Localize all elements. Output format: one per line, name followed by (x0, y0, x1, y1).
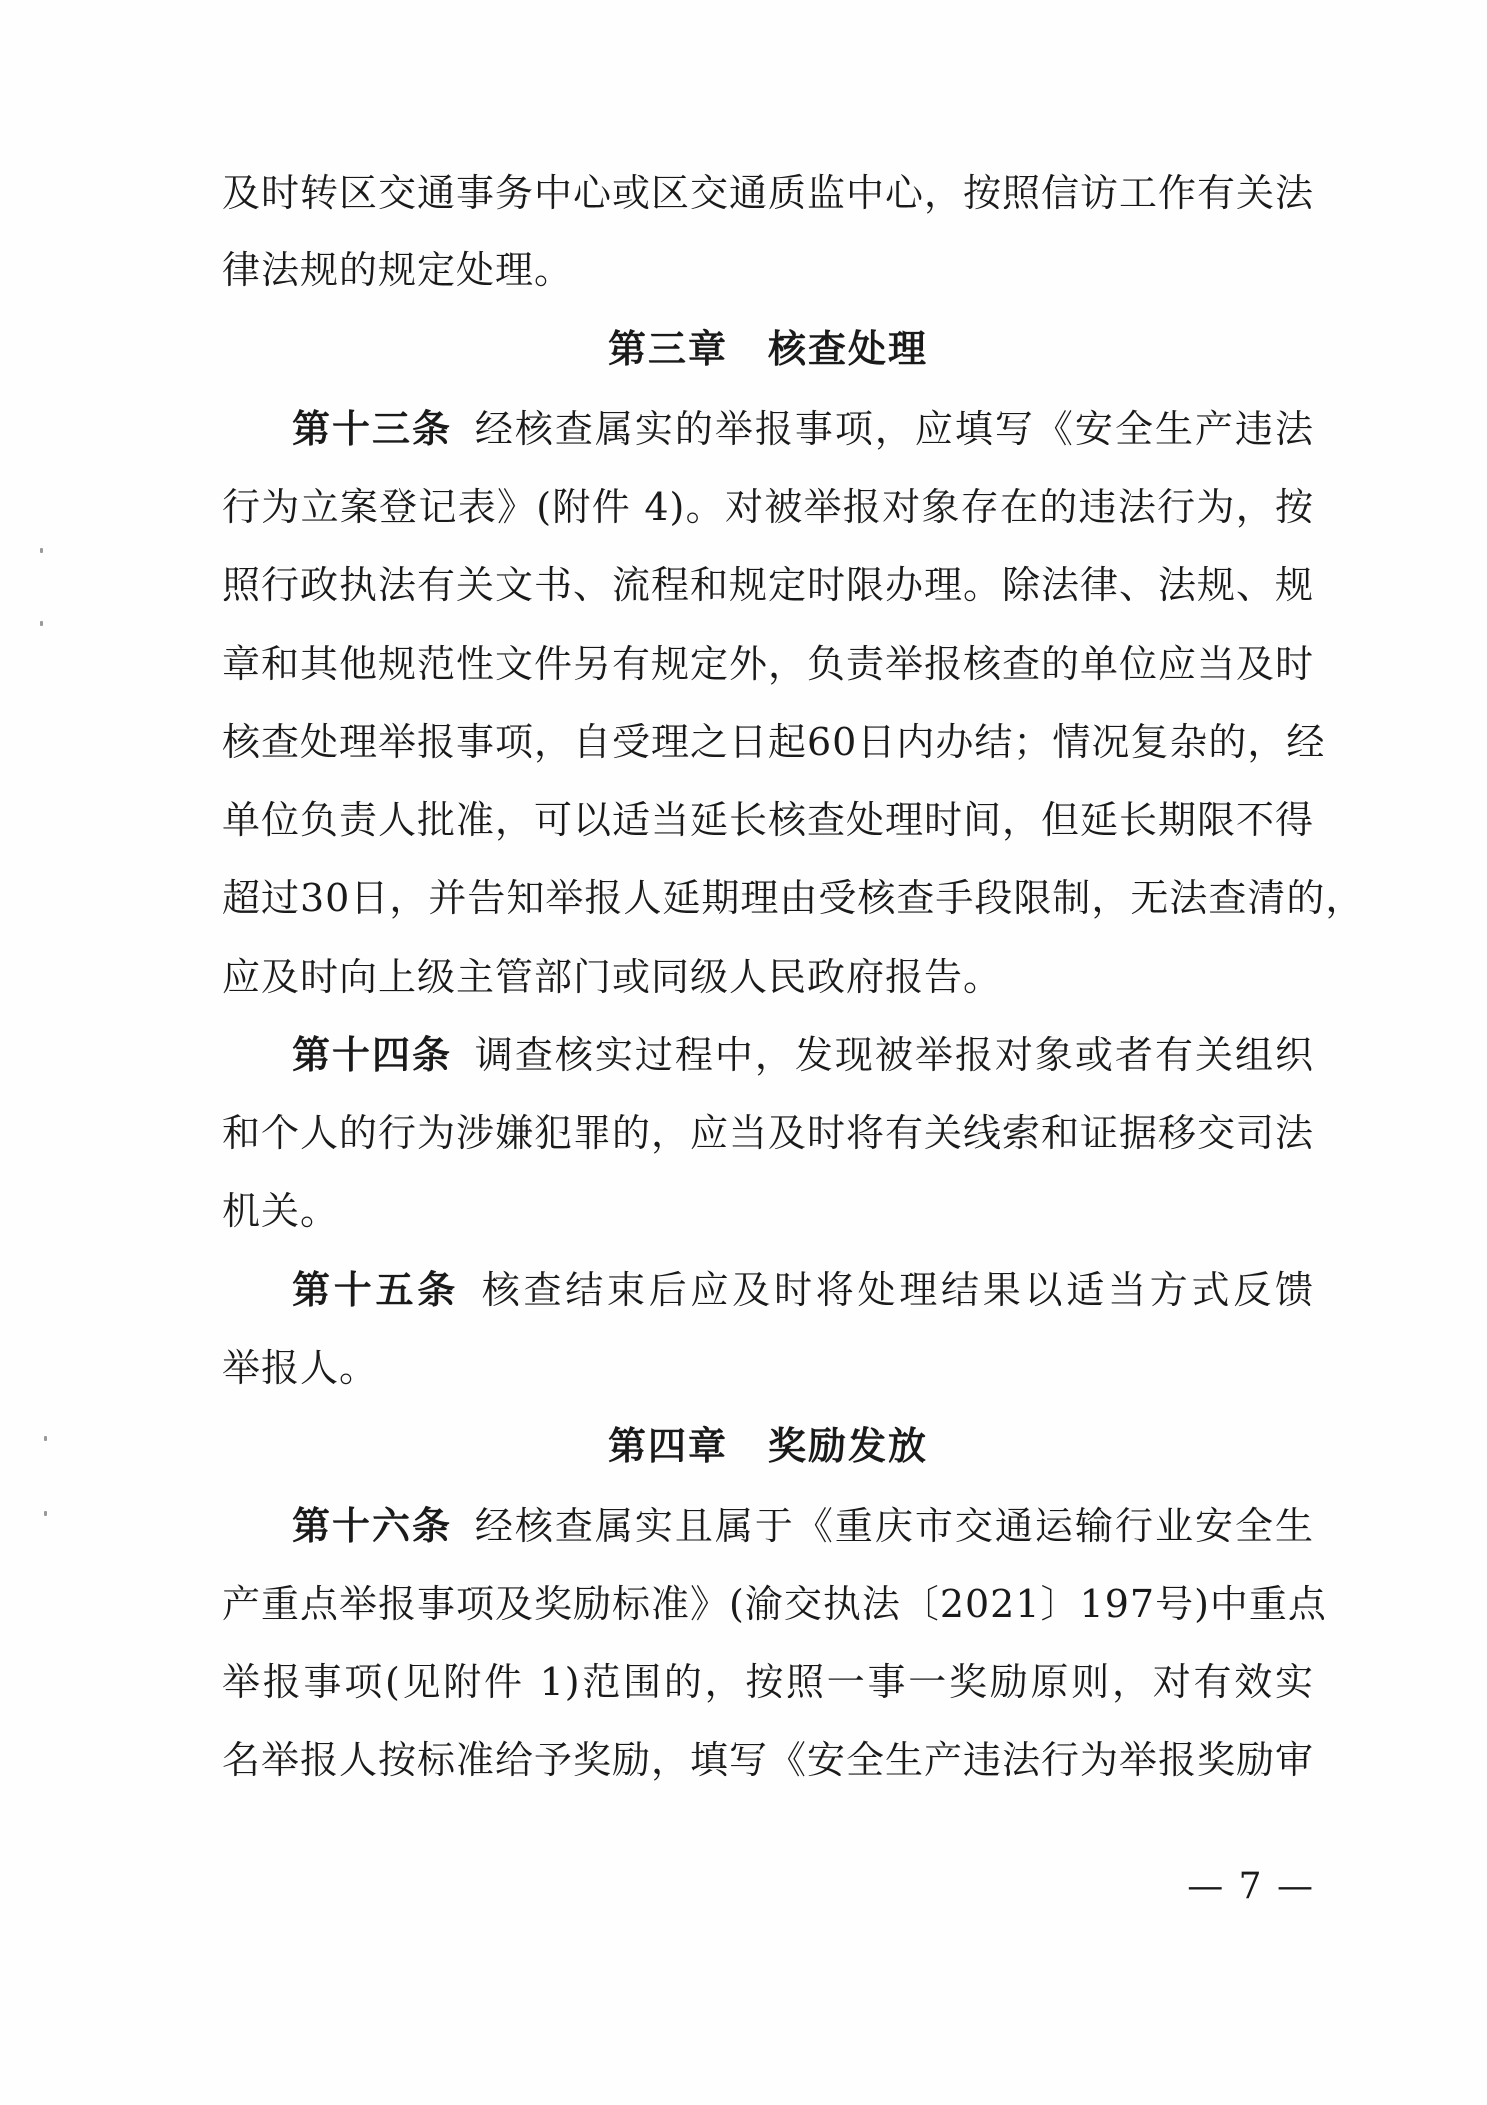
page-number: — 7 — (1187, 1866, 1315, 1907)
text-line: 举报人。 (222, 1346, 379, 1390)
chapter-heading-4: 第四章 奖励发放 (607, 1424, 928, 1468)
text-line: 律法规的规定处理。 (222, 248, 574, 292)
article-15-line (292, 1250, 1314, 1330)
text-line: 举报事项(见附件 1)范围的，按照一事一奖励原则，对有效实 (222, 1660, 1314, 1704)
text-line: 行为立案登记表》(附件 4)。对被举报对象存在的违法行为，按 (222, 485, 1314, 529)
article-13-line (292, 389, 1314, 469)
article-16-line (292, 1486, 1314, 1566)
scan-speck (44, 1436, 47, 1441)
text-line: 单位负责人批准，可以适当延长核查处理时间，但延长期限不得 (222, 798, 1315, 842)
article-16-label: 第十六条 (292, 1504, 453, 1548)
text-line: 核查处理举报事项，自受理之日起60日内办结；情况复杂的，经 (222, 720, 1326, 764)
article-14-line (292, 1015, 1314, 1095)
text-line: 章和其他规范性文件另有规定外，负责举报核查的单位应当及时 (222, 642, 1315, 686)
text-line: 应及时向上级主管部门或同级人民政府报告。 (222, 955, 1003, 999)
article-16-text: 经核查属实且属于《重庆市交通运输行业安全生 (474, 1504, 1314, 1548)
article-14-label: 第十四条 (292, 1033, 453, 1077)
text-line: 和个人的行为涉嫌犯罪的，应当及时将有关线索和证据移交司法 (222, 1111, 1315, 1155)
scan-speck (40, 548, 43, 553)
scan-speck (44, 1511, 47, 1516)
text-line: 照行政执法有关文书、流程和规定时限办理。除法律、法规、规 (222, 563, 1315, 607)
text-line: 机关。 (222, 1189, 340, 1233)
text-line: 超过30日，并告知举报人延期理由受核查手段限制，无法查清的， (222, 876, 1365, 920)
chapter-heading-3: 第三章 核查处理 (607, 327, 928, 371)
scan-speck (40, 621, 43, 626)
article-13-label: 第十三条 (292, 407, 453, 451)
text-line: 名举报人按标准给予奖励，填写《安全生产违法行为举报奖励审 (222, 1738, 1315, 1782)
article-13-text: 经核查属实的举报事项，应填写《安全生产违法 (474, 407, 1314, 451)
article-15-text: 核查结束后应及时将处理结果以适当方式反馈 (481, 1268, 1314, 1312)
article-15-label: 第十五条 (292, 1268, 459, 1312)
text-line: 产重点举报事项及奖励标准》(渝交执法〔2021〕197号)中重点 (222, 1582, 1327, 1626)
article-14-text: 调查核实过程中，发现被举报对象或者有关组织 (474, 1033, 1314, 1077)
text-line: 及时转区交通事务中心或区交通质监中心，按照信访工作有关法 (222, 171, 1315, 215)
